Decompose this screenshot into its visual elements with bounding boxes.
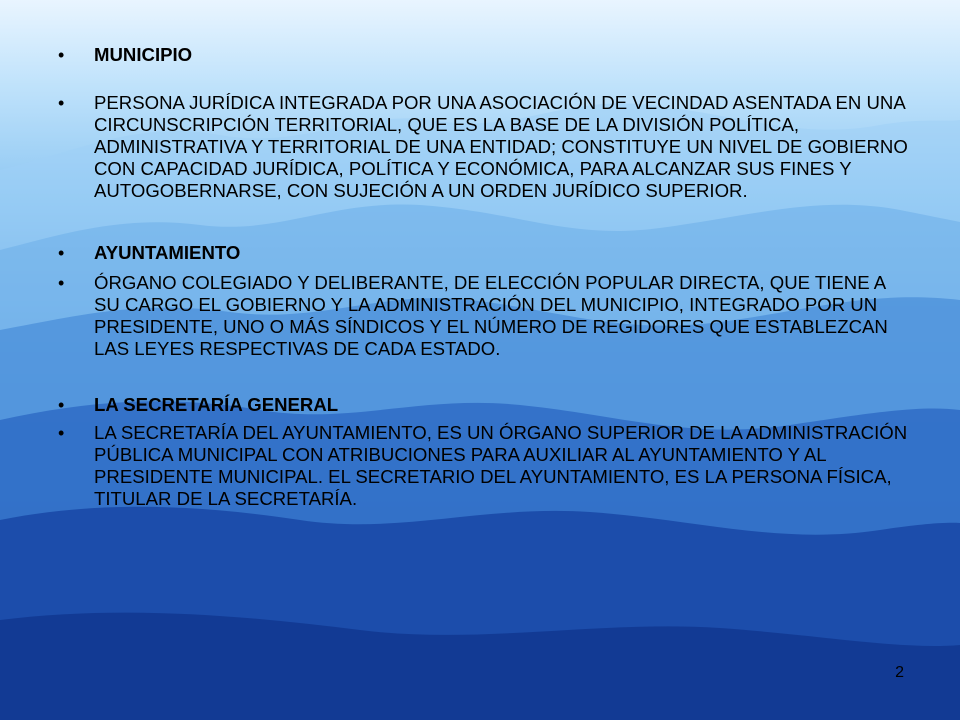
list-item (58, 422, 908, 510)
section-heading: MUNICIPIO (94, 44, 193, 65)
list-item (58, 92, 908, 202)
section-body: LA SECRETARÍA DEL AYUNTAMIENTO, ES UN ÓRGANO SUPERIOR DE LA ADMINISTRACIÓN PÚBLICA MUNICIPAL CON ATRIBUCIONES PARA AUXILIAR AL AYUNTAMIENTO Y AL PRESIDENTE MUNICIPAL. EL SECRETARIO DEL AYUNTAMIENTO, ES LA PERSONA FÍSICA, TITULAR DE LA SECRETARÍA. (94, 422, 908, 509)
bullet-icon: • (58, 93, 65, 113)
list-item (58, 394, 908, 416)
bullet-icon: • (58, 273, 65, 293)
bullet-icon: • (58, 423, 65, 443)
bullet-icon: • (58, 243, 65, 263)
bullet-icon: • (58, 395, 65, 415)
bullet-icon: • (58, 45, 65, 65)
section-heading: LA SECRETARÍA GENERAL (94, 394, 339, 415)
bullet-list (58, 44, 908, 510)
section-body: ÓRGANO COLEGIADO Y DELIBERANTE, DE ELECCIÓN POPULAR DIRECTA, QUE TIENE A SU CARGO EL GOBIERNO Y LA ADMINISTRACIÓN DEL MUNICIPIO, INTEGRADO POR UN PRESIDENTE, UNO O MÁS SÍNDICOS Y EL NÚMERO DE REGIDORES QUE ESTABLEZCAN LAS LEYES RESPECTIVAS DE CADA ESTADO. (94, 272, 888, 359)
list-item (58, 44, 908, 66)
section-heading: AYUNTAMIENTO (94, 242, 241, 263)
page-number: 2 (895, 664, 904, 681)
list-item (58, 242, 908, 264)
list-item (58, 272, 908, 360)
section-body: PERSONA JURÍDICA INTEGRADA POR UNA ASOCIACIÓN DE VECINDAD ASENTADA EN UNA CIRCUNSCRIPCIÓN TERRITORIAL, QUE ES LA BASE DE LA DIVISIÓN POLÍTICA, ADMINISTRATIVA Y TERRITORIAL DE UNA ENTIDAD; CONSTITUYE UN NIVEL DE GOBIERNO CON CAPACIDAD JURÍDICA, POLÍTICA Y ECONÓMICA, PARA ALCANZAR SUS FINES Y AUTOGOBERNARSE, CON SUJECIÓN A UN ORDEN JURÍDICO SUPERIOR. (94, 92, 908, 201)
